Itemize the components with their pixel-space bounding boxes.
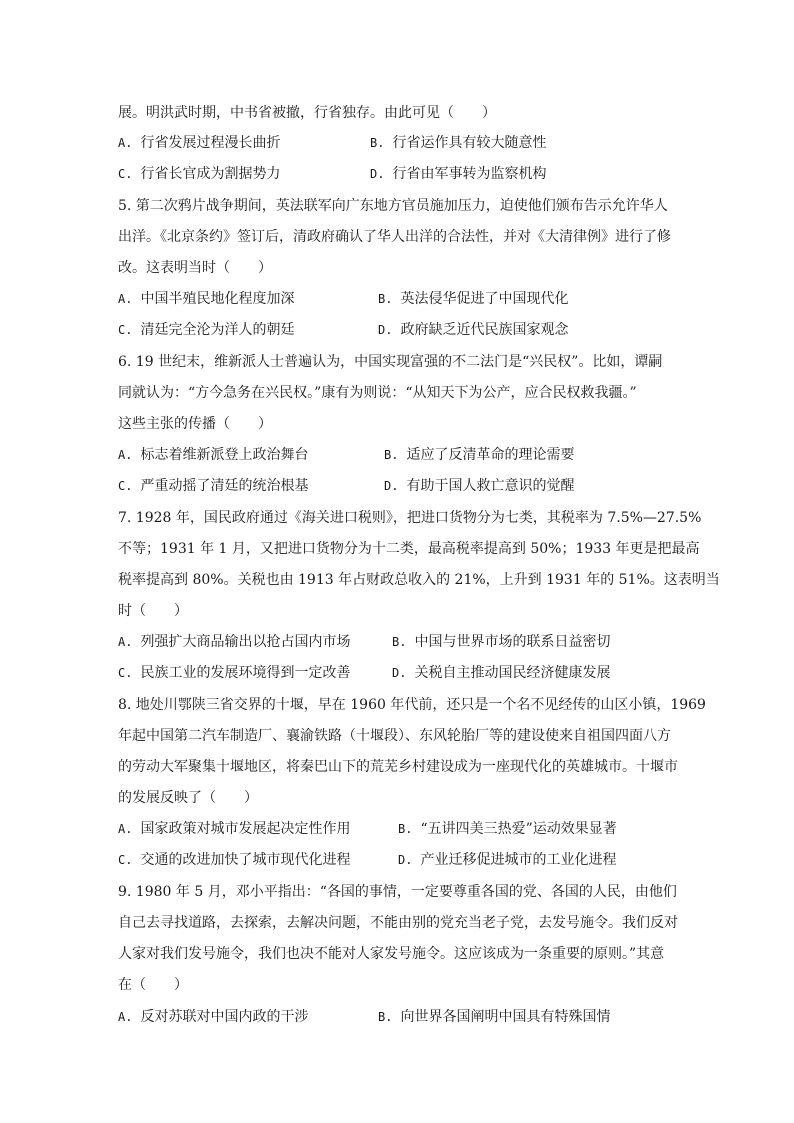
option-text: 中国半殖民地化程度加深 [140, 291, 295, 307]
question-8-line-3: 的劳动大军聚集十堰地区，将秦巴山下的荒芜乡村建设成为一座现代化的英雄城市。十堰市 [118, 759, 678, 775]
option-label: A. [118, 448, 133, 462]
option-c[interactable] [118, 476, 308, 496]
option-text: 反对苏联对中国内政的干涉 [140, 1009, 309, 1025]
option-text: 英法侵华促进了中国现代化 [400, 291, 569, 307]
option-label: D. [384, 479, 399, 493]
option-text: 适应了反清革命的理论需要 [406, 447, 575, 463]
option-a[interactable] [118, 289, 294, 309]
option-label: C. [118, 167, 133, 181]
option-d[interactable] [370, 164, 546, 184]
option-label: C. [118, 853, 133, 867]
option-text: 清廷完全沦为洋人的朝廷 [140, 322, 295, 338]
option-label: D. [392, 666, 407, 680]
question-7-line-1: 7. 1928 年，国民政府通过《海关进口税则》，把进口货物分为七类，其税率为 7.5%—27.5% [118, 510, 702, 526]
option-c[interactable] [118, 164, 280, 184]
option-text: 中国与世界市场的联系日益密切 [414, 634, 611, 650]
option-label: A. [118, 136, 133, 150]
option-text: 标志着维新派登上政治舞台 [140, 447, 309, 463]
option-label: B. [392, 635, 407, 649]
question-7-line-2: 不等；1931 年 1 月，又把进口货物分为十二类，最高税率提高到 50%；1933 年更是把最高 [118, 541, 700, 557]
option-label: B. [398, 822, 413, 836]
option-label: D. [378, 323, 393, 337]
option-d[interactable] [384, 476, 574, 496]
option-text: 政府缺乏近代民族国家观念 [400, 322, 569, 338]
question-6-line-3: 这些主张的传播（ ） [118, 416, 272, 432]
option-d[interactable] [392, 663, 610, 683]
option-b[interactable] [370, 133, 546, 153]
option-text: 关税自主推动国民经济健康发展 [414, 665, 611, 681]
option-label: B. [378, 1010, 393, 1024]
question-8-line-1: 8. 地处川鄂陕三省交界的十堰，早在 1960 年代前，还只是一个名不见经传的山区小镇，1969 [118, 697, 706, 713]
option-label: B. [370, 136, 385, 150]
option-a[interactable] [118, 632, 350, 652]
option-label: D. [398, 853, 413, 867]
option-a[interactable] [118, 445, 308, 465]
option-text: 国家政策对城市发展起决定性作用 [140, 821, 351, 837]
question-9-line-1: 9. 1980 年 5 月，邓小平指出：“各国的事情，一定要尊重各国的党、各国的人民，由他们 [118, 884, 677, 900]
option-label: D. [370, 167, 385, 181]
option-text: 行省运作具有较大随意性 [392, 135, 547, 151]
option-label: C. [118, 479, 133, 493]
option-b[interactable] [384, 445, 574, 465]
option-text: 向世界各国阐明中国具有特殊国情 [400, 1009, 611, 1025]
question-5-line-1: 5. 第二次鸦片战争期间，英法联军向广东地方官员施加压力，迫使他们颁布告示允许华人 [118, 198, 668, 214]
option-label: A. [118, 292, 133, 306]
option-c[interactable] [118, 320, 294, 340]
question-9-line-4: 在（ ） [118, 977, 188, 993]
option-label: A. [118, 1010, 133, 1024]
option-a[interactable] [118, 819, 350, 839]
option-label: A. [118, 822, 133, 836]
question-6-line-1: 6. 19 世纪末，维新派人士普遍认为，中国实现富强的不二法门是“兴民权”。比如，谭嗣 [118, 354, 663, 370]
option-label: C. [118, 666, 133, 680]
question-7-line-4: 时（ ） [118, 603, 188, 619]
option-b[interactable] [378, 289, 568, 309]
option-text: 行省由军事转为监察机构 [392, 166, 547, 182]
option-a[interactable] [118, 133, 280, 153]
question-8-line-2: 年起中国第二汽车制造厂、襄渝铁路（十堰段）、东风轮胎厂等的建设使来自祖国四面八方 [118, 728, 671, 744]
option-a[interactable] [118, 1007, 308, 1027]
option-text: 严重动摇了清廷的统治根基 [140, 478, 309, 494]
option-label: B. [378, 292, 393, 306]
option-d[interactable] [398, 850, 616, 870]
question-5-line-2: 出洋。《北京条约》签订后，清政府确认了华人出洋的合法性，并对《大清律例》进行了修 [118, 229, 671, 245]
option-c[interactable] [118, 850, 350, 870]
option-label: A. [118, 635, 133, 649]
option-text: 行省发展过程漫长曲折 [140, 135, 281, 151]
option-text: 民族工业的发展环境得到一定改善 [140, 665, 351, 681]
option-text: 有助于国人救亡意识的觉醒 [406, 478, 575, 494]
question-5-line-3: 改。这表明当时（ ） [118, 260, 272, 276]
option-text: 产业迁移促进城市的工业化进程 [420, 852, 617, 868]
option-text: “五讲四美三热爱”运动效果显著 [420, 821, 617, 837]
option-c[interactable] [118, 663, 350, 683]
option-b[interactable] [398, 819, 617, 839]
option-d[interactable] [378, 320, 568, 340]
question-7-line-3: 税率提高到 80%。关税也由 1913 年占财政总收入的 21%，上升到 1931 年的 51%。这表明当 [118, 572, 720, 588]
continued-question-text: 展。明洪武时期，中书省被撤，行省独存。由此可见（ ） [118, 105, 496, 121]
question-8-line-4: 的发展反映了（ ） [118, 790, 258, 806]
option-b[interactable] [378, 1007, 610, 1027]
option-b[interactable] [392, 632, 610, 652]
option-text: 列强扩大商品输出以抢占国内市场 [140, 634, 351, 650]
option-text: 交通的改进加快了城市现代化进程 [140, 852, 351, 868]
question-9-line-2: 自己去寻找道路，去探索，去解决问题，不能由别的党充当老子党，去发号施令。我们反对 [118, 915, 678, 931]
option-label: C. [118, 323, 133, 337]
question-9-line-3: 人家对我们发号施令，我们也决不能对人家发号施令。这应该成为一条重要的原则。”其意 [118, 946, 665, 962]
question-6-line-2: 同就认为：“方今急务在兴民权。”康有为则说：“从知天下为公产，应合民权救我疆。” [118, 385, 637, 401]
option-label: B. [384, 448, 399, 462]
option-text: 行省长官成为割据势力 [140, 166, 281, 182]
